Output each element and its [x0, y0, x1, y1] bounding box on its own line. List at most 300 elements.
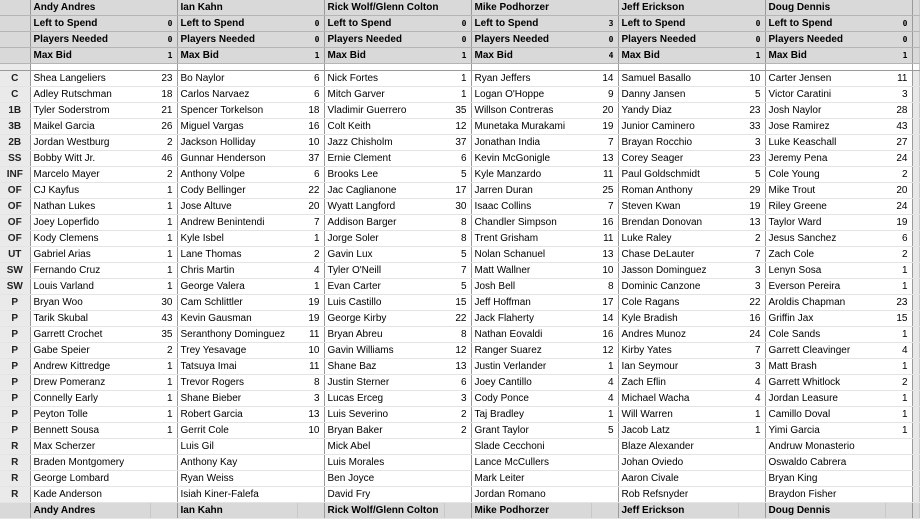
player-name-cell[interactable]: Gabriel Arias	[30, 247, 150, 263]
player-name-cell[interactable]: Cole Young	[765, 167, 885, 183]
player-price-cell[interactable]: 13	[738, 215, 765, 231]
player-name-cell[interactable]: Luke Keaschall	[765, 135, 885, 151]
player-name-cell[interactable]: Nathan Eovaldi	[471, 327, 591, 343]
player-name-cell[interactable]: Carlos Narvaez	[177, 87, 297, 103]
player-name-cell[interactable]: Yandy Diaz	[618, 103, 738, 119]
left-to-spend-label[interactable]: Left to Spend	[30, 16, 150, 32]
players-needed-label[interactable]: Players Needed	[765, 32, 885, 48]
player-price-cell[interactable]: 18	[297, 103, 324, 119]
player-price-cell[interactable]: 1	[885, 391, 912, 407]
spacer-cell[interactable]	[618, 64, 738, 71]
player-price-cell[interactable]: 43	[150, 311, 177, 327]
player-name-cell[interactable]: Cole Ragans	[618, 295, 738, 311]
player-price-cell[interactable]: 8	[444, 215, 471, 231]
player-price-cell[interactable]: 19	[297, 311, 324, 327]
player-name-cell[interactable]: Evan Carter	[324, 279, 444, 295]
player-name-cell[interactable]: Steven Kwan	[618, 199, 738, 215]
player-price-cell[interactable]: 7	[738, 247, 765, 263]
player-name-cell[interactable]: Trey Yesavage	[177, 343, 297, 359]
spacer-cell[interactable]	[30, 64, 150, 71]
player-price-cell[interactable]: 16	[591, 215, 618, 231]
player-name-cell[interactable]: Roman Anthony	[618, 183, 738, 199]
player-name-cell[interactable]: Shane Baz	[324, 359, 444, 375]
player-name-cell[interactable]: Addison Barger	[324, 215, 444, 231]
player-name-cell[interactable]: Luis Castillo	[324, 295, 444, 311]
player-price-cell[interactable]: 5	[591, 423, 618, 439]
player-name-cell[interactable]: Jonathan India	[471, 135, 591, 151]
player-name-cell[interactable]: Colt Keith	[324, 119, 444, 135]
player-name-cell[interactable]: Will Warren	[618, 407, 738, 423]
player-price-cell[interactable]	[591, 439, 618, 455]
player-name-cell[interactable]: Luke Raley	[618, 231, 738, 247]
player-price-cell[interactable]	[885, 455, 912, 471]
player-price-cell[interactable]: 2	[444, 407, 471, 423]
player-price-cell[interactable]: 25	[591, 183, 618, 199]
player-price-cell[interactable]: 19	[738, 199, 765, 215]
team-name-header[interactable]: Jeff Erickson	[618, 0, 738, 16]
player-price-cell[interactable]	[297, 439, 324, 455]
player-name-cell[interactable]: Jarren Duran	[471, 183, 591, 199]
player-name-cell[interactable]: Rob Refsnyder	[618, 487, 738, 503]
player-price-cell[interactable]	[444, 455, 471, 471]
player-price-cell[interactable]: 1	[150, 279, 177, 295]
player-price-cell[interactable]: 23	[885, 295, 912, 311]
player-name-cell[interactable]: Bennett Sousa	[30, 423, 150, 439]
left-to-spend-label[interactable]: Left to Spend	[471, 16, 591, 32]
player-name-cell[interactable]: Brendan Donovan	[618, 215, 738, 231]
player-name-cell[interactable]: Carter Jensen	[765, 71, 885, 87]
players-needed-label[interactable]: Players Needed	[30, 32, 150, 48]
max-bid-label[interactable]: Max Bid	[177, 48, 297, 64]
player-name-cell[interactable]: Jeremy Pena	[765, 151, 885, 167]
player-name-cell[interactable]: Louis Varland	[30, 279, 150, 295]
player-name-cell[interactable]: Willson Contreras	[471, 103, 591, 119]
player-name-cell[interactable]: Kevin Gausman	[177, 311, 297, 327]
player-price-cell[interactable]: 7	[591, 199, 618, 215]
player-name-cell[interactable]: Samuel Basallo	[618, 71, 738, 87]
player-price-cell[interactable]: 11	[591, 231, 618, 247]
player-name-cell[interactable]: Brooks Lee	[324, 167, 444, 183]
player-name-cell[interactable]: Bryan Abreu	[324, 327, 444, 343]
max-bid-value[interactable]: 1	[738, 48, 765, 64]
player-price-cell[interactable]: 1	[885, 327, 912, 343]
player-name-cell[interactable]: Bo Naylor	[177, 71, 297, 87]
players-needed-value[interactable]: 0	[885, 32, 912, 48]
player-name-cell[interactable]: Everson Pereira	[765, 279, 885, 295]
max-bid-label[interactable]: Max Bid	[765, 48, 885, 64]
player-name-cell[interactable]: Taylor Ward	[765, 215, 885, 231]
spacer-cell[interactable]	[738, 64, 765, 71]
player-name-cell[interactable]: Isiah Kiner-Falefa	[177, 487, 297, 503]
player-price-cell[interactable]	[738, 471, 765, 487]
team-footer-spacer[interactable]	[591, 503, 618, 519]
player-price-cell[interactable]: 7	[591, 135, 618, 151]
player-price-cell[interactable]: 5	[738, 87, 765, 103]
player-name-cell[interactable]: Adley Rutschman	[30, 87, 150, 103]
left-to-spend-label[interactable]: Left to Spend	[177, 16, 297, 32]
player-name-cell[interactable]: Bryan King	[765, 471, 885, 487]
player-price-cell[interactable]: 23	[738, 103, 765, 119]
team-name-header[interactable]: Andy Andres	[30, 0, 150, 16]
player-price-cell[interactable]: 20	[591, 103, 618, 119]
player-name-cell[interactable]: Nick Fortes	[324, 71, 444, 87]
player-price-cell[interactable]: 30	[444, 199, 471, 215]
team-name-footer[interactable]: Jeff Erickson	[618, 503, 738, 519]
player-price-cell[interactable]: 6	[444, 151, 471, 167]
player-name-cell[interactable]: Slade Cecchoni	[471, 439, 591, 455]
team-header-spacer[interactable]	[885, 0, 912, 16]
player-price-cell[interactable]: 30	[150, 295, 177, 311]
player-price-cell[interactable]: 6	[885, 231, 912, 247]
player-name-cell[interactable]: Anthony Kay	[177, 455, 297, 471]
player-price-cell[interactable]: 6	[444, 375, 471, 391]
player-name-cell[interactable]: Anthony Volpe	[177, 167, 297, 183]
player-price-cell[interactable]: 11	[297, 359, 324, 375]
player-name-cell[interactable]: Andruw Monasterio	[765, 439, 885, 455]
max-bid-value[interactable]: 1	[297, 48, 324, 64]
player-name-cell[interactable]: Tarik Skubal	[30, 311, 150, 327]
player-name-cell[interactable]: Taj Bradley	[471, 407, 591, 423]
player-price-cell[interactable]: 22	[297, 183, 324, 199]
player-price-cell[interactable]: 7	[444, 263, 471, 279]
player-name-cell[interactable]: Joey Loperfido	[30, 215, 150, 231]
player-price-cell[interactable]: 33	[738, 119, 765, 135]
player-name-cell[interactable]: Griffin Jax	[765, 311, 885, 327]
player-name-cell[interactable]: Miguel Vargas	[177, 119, 297, 135]
player-price-cell[interactable]: 1	[150, 407, 177, 423]
players-needed-value[interactable]: 0	[444, 32, 471, 48]
player-name-cell[interactable]: Maikel Garcia	[30, 119, 150, 135]
player-name-cell[interactable]: Blaze Alexander	[618, 439, 738, 455]
player-name-cell[interactable]: Bryan Baker	[324, 423, 444, 439]
player-name-cell[interactable]: Lenyn Sosa	[765, 263, 885, 279]
player-price-cell[interactable]: 17	[444, 183, 471, 199]
left-to-spend-value[interactable]: 0	[297, 16, 324, 32]
player-name-cell[interactable]: Kade Anderson	[30, 487, 150, 503]
player-name-cell[interactable]: Ben Joyce	[324, 471, 444, 487]
player-price-cell[interactable]: 4	[591, 391, 618, 407]
player-price-cell[interactable]: 8	[444, 231, 471, 247]
player-price-cell[interactable]: 10	[297, 135, 324, 151]
player-name-cell[interactable]: Ryan Jeffers	[471, 71, 591, 87]
player-price-cell[interactable]: 1	[444, 71, 471, 87]
player-price-cell[interactable]: 16	[738, 311, 765, 327]
player-name-cell[interactable]: Kevin McGonigle	[471, 151, 591, 167]
player-price-cell[interactable]: 11	[885, 71, 912, 87]
player-price-cell[interactable]: 8	[591, 279, 618, 295]
player-name-cell[interactable]: Dominic Canzone	[618, 279, 738, 295]
player-name-cell[interactable]: CJ Kayfus	[30, 183, 150, 199]
player-name-cell[interactable]: Gunnar Henderson	[177, 151, 297, 167]
player-name-cell[interactable]: Jazz Chisholm	[324, 135, 444, 151]
player-name-cell[interactable]: Jordan Leasure	[765, 391, 885, 407]
team-header-spacer[interactable]	[297, 0, 324, 16]
left-to-spend-label[interactable]: Left to Spend	[324, 16, 444, 32]
player-name-cell[interactable]: Gabe Speier	[30, 343, 150, 359]
player-name-cell[interactable]: Lane Thomas	[177, 247, 297, 263]
player-name-cell[interactable]: Mitch Garver	[324, 87, 444, 103]
team-name-header[interactable]: Rick Wolf/Glenn Colton	[324, 0, 444, 16]
left-to-spend-value[interactable]: 0	[738, 16, 765, 32]
player-price-cell[interactable]: 13	[591, 151, 618, 167]
player-name-cell[interactable]: David Fry	[324, 487, 444, 503]
player-name-cell[interactable]: Zach Cole	[765, 247, 885, 263]
player-name-cell[interactable]: Lance McCullers	[471, 455, 591, 471]
player-price-cell[interactable]: 11	[591, 167, 618, 183]
team-footer-spacer[interactable]	[444, 503, 471, 519]
player-price-cell[interactable]	[150, 455, 177, 471]
spacer-cell[interactable]	[471, 64, 591, 71]
player-price-cell[interactable]	[591, 455, 618, 471]
player-price-cell[interactable]: 8	[297, 375, 324, 391]
player-price-cell[interactable]: 10	[591, 263, 618, 279]
player-name-cell[interactable]: Kyle Isbel	[177, 231, 297, 247]
player-price-cell[interactable]: 1	[150, 231, 177, 247]
player-price-cell[interactable]: 3	[885, 87, 912, 103]
player-name-cell[interactable]: Gavin Williams	[324, 343, 444, 359]
player-name-cell[interactable]: Ian Seymour	[618, 359, 738, 375]
player-name-cell[interactable]: Zach Eflin	[618, 375, 738, 391]
left-to-spend-value[interactable]: 0	[444, 16, 471, 32]
player-name-cell[interactable]: Nathan Lukes	[30, 199, 150, 215]
player-name-cell[interactable]: Jose Ramirez	[765, 119, 885, 135]
player-name-cell[interactable]: Matt Wallner	[471, 263, 591, 279]
player-price-cell[interactable]: 7	[297, 215, 324, 231]
player-name-cell[interactable]: Michael Wacha	[618, 391, 738, 407]
player-price-cell[interactable]: 1	[150, 391, 177, 407]
player-name-cell[interactable]: Seranthony Dominguez	[177, 327, 297, 343]
player-name-cell[interactable]: Kody Clemens	[30, 231, 150, 247]
player-name-cell[interactable]: Luis Severino	[324, 407, 444, 423]
player-price-cell[interactable]: 19	[591, 119, 618, 135]
player-price-cell[interactable]	[150, 471, 177, 487]
player-price-cell[interactable]: 1	[885, 423, 912, 439]
player-price-cell[interactable]	[444, 487, 471, 503]
player-price-cell[interactable]	[738, 439, 765, 455]
max-bid-value[interactable]: 1	[150, 48, 177, 64]
player-price-cell[interactable]: 2	[738, 231, 765, 247]
spacer-cell[interactable]	[150, 64, 177, 71]
player-price-cell[interactable]: 1	[444, 87, 471, 103]
player-price-cell[interactable]: 6	[297, 71, 324, 87]
player-price-cell[interactable]	[297, 487, 324, 503]
max-bid-label[interactable]: Max Bid	[30, 48, 150, 64]
team-name-footer[interactable]: Rick Wolf/Glenn Colton	[324, 503, 444, 519]
players-needed-label[interactable]: Players Needed	[618, 32, 738, 48]
players-needed-label[interactable]: Players Needed	[177, 32, 297, 48]
player-name-cell[interactable]: Kyle Manzardo	[471, 167, 591, 183]
player-price-cell[interactable]: 12	[444, 119, 471, 135]
team-name-footer[interactable]: Doug Dennis	[765, 503, 885, 519]
player-price-cell[interactable]: 10	[738, 71, 765, 87]
player-price-cell[interactable]: 13	[444, 359, 471, 375]
spacer-cell[interactable]	[444, 64, 471, 71]
player-name-cell[interactable]: Corey Seager	[618, 151, 738, 167]
player-name-cell[interactable]: Jordan Romano	[471, 487, 591, 503]
player-name-cell[interactable]: Jacob Latz	[618, 423, 738, 439]
player-name-cell[interactable]: Bobby Witt Jr.	[30, 151, 150, 167]
player-name-cell[interactable]: Garrett Cleavinger	[765, 343, 885, 359]
player-price-cell[interactable]: 19	[885, 215, 912, 231]
team-name-footer[interactable]: Andy Andres	[30, 503, 150, 519]
max-bid-value[interactable]: 4	[591, 48, 618, 64]
player-name-cell[interactable]: Nolan Schanuel	[471, 247, 591, 263]
player-price-cell[interactable]: 5	[444, 167, 471, 183]
team-footer-spacer[interactable]	[885, 503, 912, 519]
player-name-cell[interactable]: Isaac Collins	[471, 199, 591, 215]
player-name-cell[interactable]: Junior Caminero	[618, 119, 738, 135]
left-to-spend-label[interactable]: Left to Spend	[618, 16, 738, 32]
player-name-cell[interactable]: Cam Schlittler	[177, 295, 297, 311]
player-name-cell[interactable]: Cody Ponce	[471, 391, 591, 407]
player-price-cell[interactable]: 15	[444, 295, 471, 311]
player-price-cell[interactable]: 20	[297, 199, 324, 215]
team-header-spacer[interactable]	[150, 0, 177, 16]
player-name-cell[interactable]: Braden Montgomery	[30, 455, 150, 471]
player-name-cell[interactable]: Spencer Torkelson	[177, 103, 297, 119]
player-name-cell[interactable]: Braydon Fisher	[765, 487, 885, 503]
player-price-cell[interactable]: 23	[150, 71, 177, 87]
player-price-cell[interactable]: 18	[150, 87, 177, 103]
player-price-cell[interactable]: 24	[738, 327, 765, 343]
player-name-cell[interactable]: Vladimir Guerrero	[324, 103, 444, 119]
player-price-cell[interactable]: 11	[297, 327, 324, 343]
player-price-cell[interactable]: 19	[297, 295, 324, 311]
player-price-cell[interactable]: 2	[150, 167, 177, 183]
player-name-cell[interactable]: Jeff Hoffman	[471, 295, 591, 311]
player-price-cell[interactable]	[885, 471, 912, 487]
player-price-cell[interactable]: 2	[150, 135, 177, 151]
player-price-cell[interactable]: 1	[885, 279, 912, 295]
player-name-cell[interactable]: Gerrit Cole	[177, 423, 297, 439]
player-name-cell[interactable]: Bryan Woo	[30, 295, 150, 311]
player-name-cell[interactable]: Peyton Tolle	[30, 407, 150, 423]
player-name-cell[interactable]: Mark Leiter	[471, 471, 591, 487]
players-needed-value[interactable]: 0	[591, 32, 618, 48]
player-price-cell[interactable]: 2	[150, 343, 177, 359]
player-price-cell[interactable]: 1	[150, 375, 177, 391]
player-name-cell[interactable]: Andrew Kittredge	[30, 359, 150, 375]
players-needed-value[interactable]: 0	[150, 32, 177, 48]
player-name-cell[interactable]: Garrett Whitlock	[765, 375, 885, 391]
player-name-cell[interactable]: Camillo Doval	[765, 407, 885, 423]
player-name-cell[interactable]: Jasson Dominguez	[618, 263, 738, 279]
player-price-cell[interactable]: 6	[297, 87, 324, 103]
player-name-cell[interactable]: Jac Caglianone	[324, 183, 444, 199]
player-price-cell[interactable]: 12	[591, 343, 618, 359]
player-name-cell[interactable]: Tatsuya Imai	[177, 359, 297, 375]
player-name-cell[interactable]: Trevor Rogers	[177, 375, 297, 391]
player-price-cell[interactable]: 1	[738, 423, 765, 439]
player-price-cell[interactable]: 1	[591, 407, 618, 423]
player-price-cell[interactable]	[885, 487, 912, 503]
player-price-cell[interactable]: 1	[885, 407, 912, 423]
player-name-cell[interactable]: Kirby Yates	[618, 343, 738, 359]
player-name-cell[interactable]: Ranger Suarez	[471, 343, 591, 359]
player-name-cell[interactable]: Mick Abel	[324, 439, 444, 455]
player-price-cell[interactable]	[738, 487, 765, 503]
player-price-cell[interactable]: 22	[738, 295, 765, 311]
player-name-cell[interactable]: Wyatt Langford	[324, 199, 444, 215]
max-bid-label[interactable]: Max Bid	[618, 48, 738, 64]
player-price-cell[interactable]: 9	[591, 87, 618, 103]
player-price-cell[interactable]: 6	[297, 167, 324, 183]
player-name-cell[interactable]: Ernie Clement	[324, 151, 444, 167]
player-price-cell[interactable]: 1	[885, 359, 912, 375]
player-price-cell[interactable]: 1	[150, 359, 177, 375]
player-price-cell[interactable]: 37	[297, 151, 324, 167]
player-price-cell[interactable]	[738, 455, 765, 471]
player-price-cell[interactable]: 7	[738, 343, 765, 359]
team-header-spacer[interactable]	[444, 0, 471, 16]
player-name-cell[interactable]: Josh Naylor	[765, 103, 885, 119]
players-needed-value[interactable]: 0	[738, 32, 765, 48]
player-price-cell[interactable]: 3	[738, 359, 765, 375]
player-price-cell[interactable]: 10	[297, 343, 324, 359]
player-price-cell[interactable]	[444, 471, 471, 487]
player-name-cell[interactable]: Drew Pomeranz	[30, 375, 150, 391]
player-price-cell[interactable]: 1	[738, 407, 765, 423]
player-name-cell[interactable]: Trent Grisham	[471, 231, 591, 247]
player-price-cell[interactable]: 35	[444, 103, 471, 119]
player-name-cell[interactable]: Logan O'Hoppe	[471, 87, 591, 103]
players-needed-value[interactable]: 0	[297, 32, 324, 48]
player-price-cell[interactable]: 5	[444, 279, 471, 295]
player-price-cell[interactable]: 21	[150, 103, 177, 119]
player-price-cell[interactable]: 1	[150, 247, 177, 263]
player-name-cell[interactable]: Ryan Weiss	[177, 471, 297, 487]
player-price-cell[interactable]: 2	[444, 423, 471, 439]
left-to-spend-label[interactable]: Left to Spend	[765, 16, 885, 32]
player-name-cell[interactable]: Lucas Erceg	[324, 391, 444, 407]
max-bid-value[interactable]: 1	[885, 48, 912, 64]
player-price-cell[interactable]: 12	[444, 343, 471, 359]
player-name-cell[interactable]: Max Scherzer	[30, 439, 150, 455]
player-name-cell[interactable]: Robert Garcia	[177, 407, 297, 423]
player-name-cell[interactable]: Mike Trout	[765, 183, 885, 199]
player-name-cell[interactable]: Riley Greene	[765, 199, 885, 215]
player-price-cell[interactable]: 1	[297, 279, 324, 295]
player-price-cell[interactable]: 1	[150, 215, 177, 231]
player-price-cell[interactable]: 1	[150, 423, 177, 439]
player-price-cell[interactable]: 27	[885, 135, 912, 151]
max-bid-value[interactable]: 1	[444, 48, 471, 64]
player-price-cell[interactable]: 5	[738, 167, 765, 183]
player-price-cell[interactable]: 4	[297, 263, 324, 279]
player-name-cell[interactable]: Victor Caratini	[765, 87, 885, 103]
player-price-cell[interactable]: 37	[444, 135, 471, 151]
team-footer-spacer[interactable]	[297, 503, 324, 519]
player-price-cell[interactable]	[150, 439, 177, 455]
players-needed-label[interactable]: Players Needed	[324, 32, 444, 48]
player-price-cell[interactable]: 3	[297, 391, 324, 407]
player-name-cell[interactable]: Kyle Bradish	[618, 311, 738, 327]
player-name-cell[interactable]: Gavin Lux	[324, 247, 444, 263]
player-name-cell[interactable]: Chandler Simpson	[471, 215, 591, 231]
player-price-cell[interactable]: 2	[885, 167, 912, 183]
player-price-cell[interactable]: 22	[444, 311, 471, 327]
player-name-cell[interactable]: Andrew Benintendi	[177, 215, 297, 231]
player-price-cell[interactable]	[591, 487, 618, 503]
player-name-cell[interactable]: Jackson Holliday	[177, 135, 297, 151]
player-name-cell[interactable]: Cole Sands	[765, 327, 885, 343]
player-price-cell[interactable]: 35	[150, 327, 177, 343]
player-price-cell[interactable]: 14	[591, 71, 618, 87]
player-name-cell[interactable]: Paul Goldschmidt	[618, 167, 738, 183]
player-price-cell[interactable]	[444, 439, 471, 455]
spacer-cell[interactable]	[885, 64, 912, 71]
player-price-cell[interactable]: 16	[591, 327, 618, 343]
